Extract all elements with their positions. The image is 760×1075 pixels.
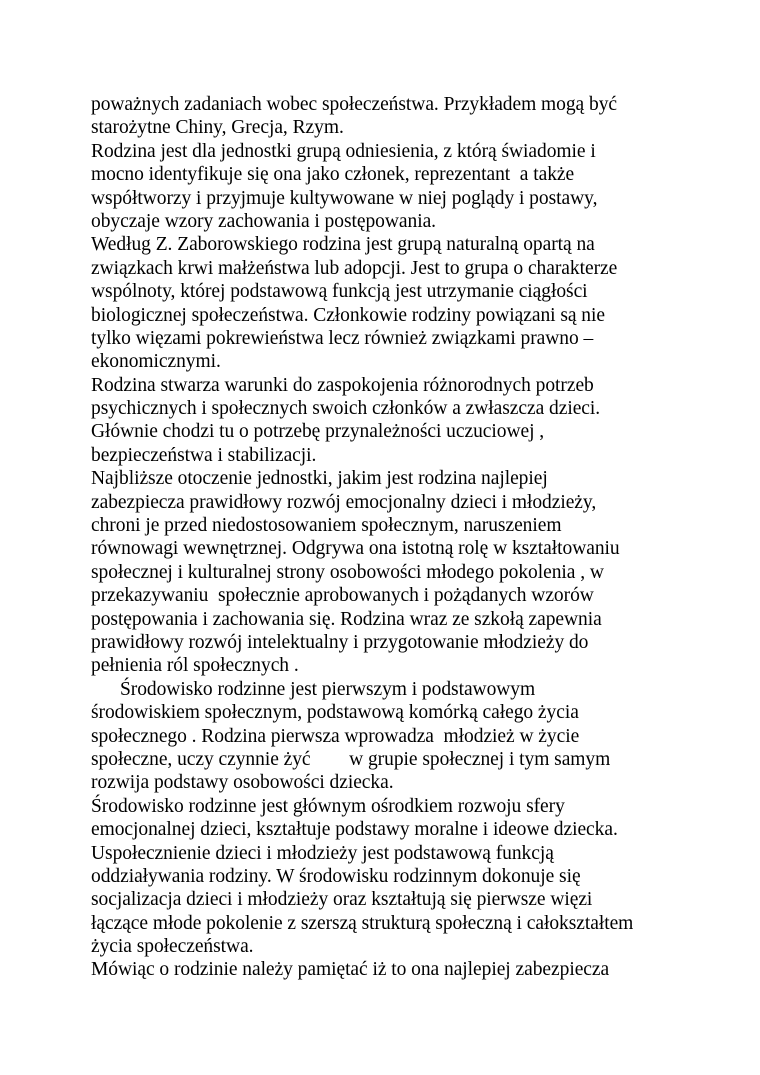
text-line: socjalizacja dzieci i młodzieży oraz kształtują się pierwsze więzi xyxy=(91,889,593,911)
text-line: postępowania i zachowania się. Rodzina wraz ze szkołą zapewnia xyxy=(91,608,602,630)
text-line: bezpieczeństwa i stabilizacji. xyxy=(91,444,317,466)
text-line: prawidłowy rozwój intelektualny i przygotowanie młodzieży do xyxy=(91,631,589,653)
text-line: starożytne Chiny, Grecja, Rzym. xyxy=(91,117,344,139)
text-line: rozwija podstawy osobowości dziecka. xyxy=(91,772,394,794)
text-line: Najbliższe otoczenie jednostki, jakim jest rodzina najlepiej xyxy=(91,468,548,490)
text-line: związkach krwi małżeństwa lub adopcji. Jest to grupa o charakterze xyxy=(91,257,618,279)
text-line: przekazywaniu społecznie aprobowanych i pożądanych wzorów xyxy=(91,585,594,607)
text-line: emocjonalnej dzieci, kształtuje podstawy moralne i ideowe dziecka. xyxy=(91,819,618,841)
text-line: mocno identyfikuje się ona jako członek, reprezentant a także xyxy=(91,164,575,186)
text-line: Rodzina stwarza warunki do zaspokojenia różnorodnych potrzeb xyxy=(91,374,594,396)
text-line: psychicznych i społecznych swoich członków a zwłaszcza dzieci. xyxy=(91,398,601,420)
text-line: Rodzina jest dla jednostki grupą odniesienia, z którą świadomie i xyxy=(91,140,596,162)
text-line: społecznego . Rodzina pierwsza wprowadza młodzież w życie xyxy=(91,725,580,747)
body-text xyxy=(91,93,711,982)
text-line: społeczne, uczy czynnie żyć w grupie społecznej i tym samym xyxy=(91,748,611,770)
text-line: Głównie chodzi tu o potrzebę przynależności uczuciowej , xyxy=(91,421,545,443)
text-line: oddziaływania rodziny. W środowisku rodzinnym dokonuje się xyxy=(91,865,581,887)
text-line: życia społeczeństwa. xyxy=(91,936,254,958)
text-line: łączące młode pokolenie z szerszą strukturą społeczną i całokształtem xyxy=(91,912,634,934)
text-line: środowiskiem społecznym, podstawową komórką całego życia xyxy=(91,702,579,724)
text-line: tylko więzami pokrewieństwa lecz również związkami prawno – xyxy=(91,327,594,349)
text-line: społecznej i kulturalnej strony osobowości młodego pokolenia , w xyxy=(91,561,604,583)
text-line: ekonomicznymi. xyxy=(91,351,221,373)
text-line: zabezpiecza prawidłowy rozwój emocjonalny dzieci i młodzieży, xyxy=(91,491,597,513)
text-line: Uspołecznienie dzieci i młodzieży jest podstawową funkcją xyxy=(91,842,554,864)
text-line: Środowisko rodzinne jest głównym ośrodkiem rozwoju sfery xyxy=(91,795,565,817)
text-line: chroni je przed niedostosowaniem społecznym, naruszeniem xyxy=(91,515,562,537)
text-line: Według Z. Zaborowskiego rodzina jest grupą naturalną opartą na xyxy=(91,234,595,256)
text-line: Mówiąc o rodzinie należy pamiętać iż to ona najlepiej zabezpiecza xyxy=(91,959,610,981)
text-line: wspólnoty, której podstawową funkcją jest utrzymanie ciągłości xyxy=(91,281,588,303)
text-line: obyczaje wzory zachowania i postępowania. xyxy=(91,210,437,232)
text-line: równowagi wewnętrznej. Odgrywa ona istotną rolę w kształtowaniu xyxy=(91,538,620,560)
text-line: biologicznej społeczeństwa. Członkowie rodziny powiązani są nie xyxy=(91,304,605,326)
text-line: Środowisko rodzinne jest pierwszym i podstawowym xyxy=(91,678,536,700)
text-line: poważnych zadaniach wobec społeczeństwa. Przykładem mogą być xyxy=(91,94,617,115)
text-line: pełnienia ról społecznych . xyxy=(91,655,299,677)
text-line: współtworzy i przyjmuje kultywowane w niej poglądy i postawy, xyxy=(91,187,598,209)
